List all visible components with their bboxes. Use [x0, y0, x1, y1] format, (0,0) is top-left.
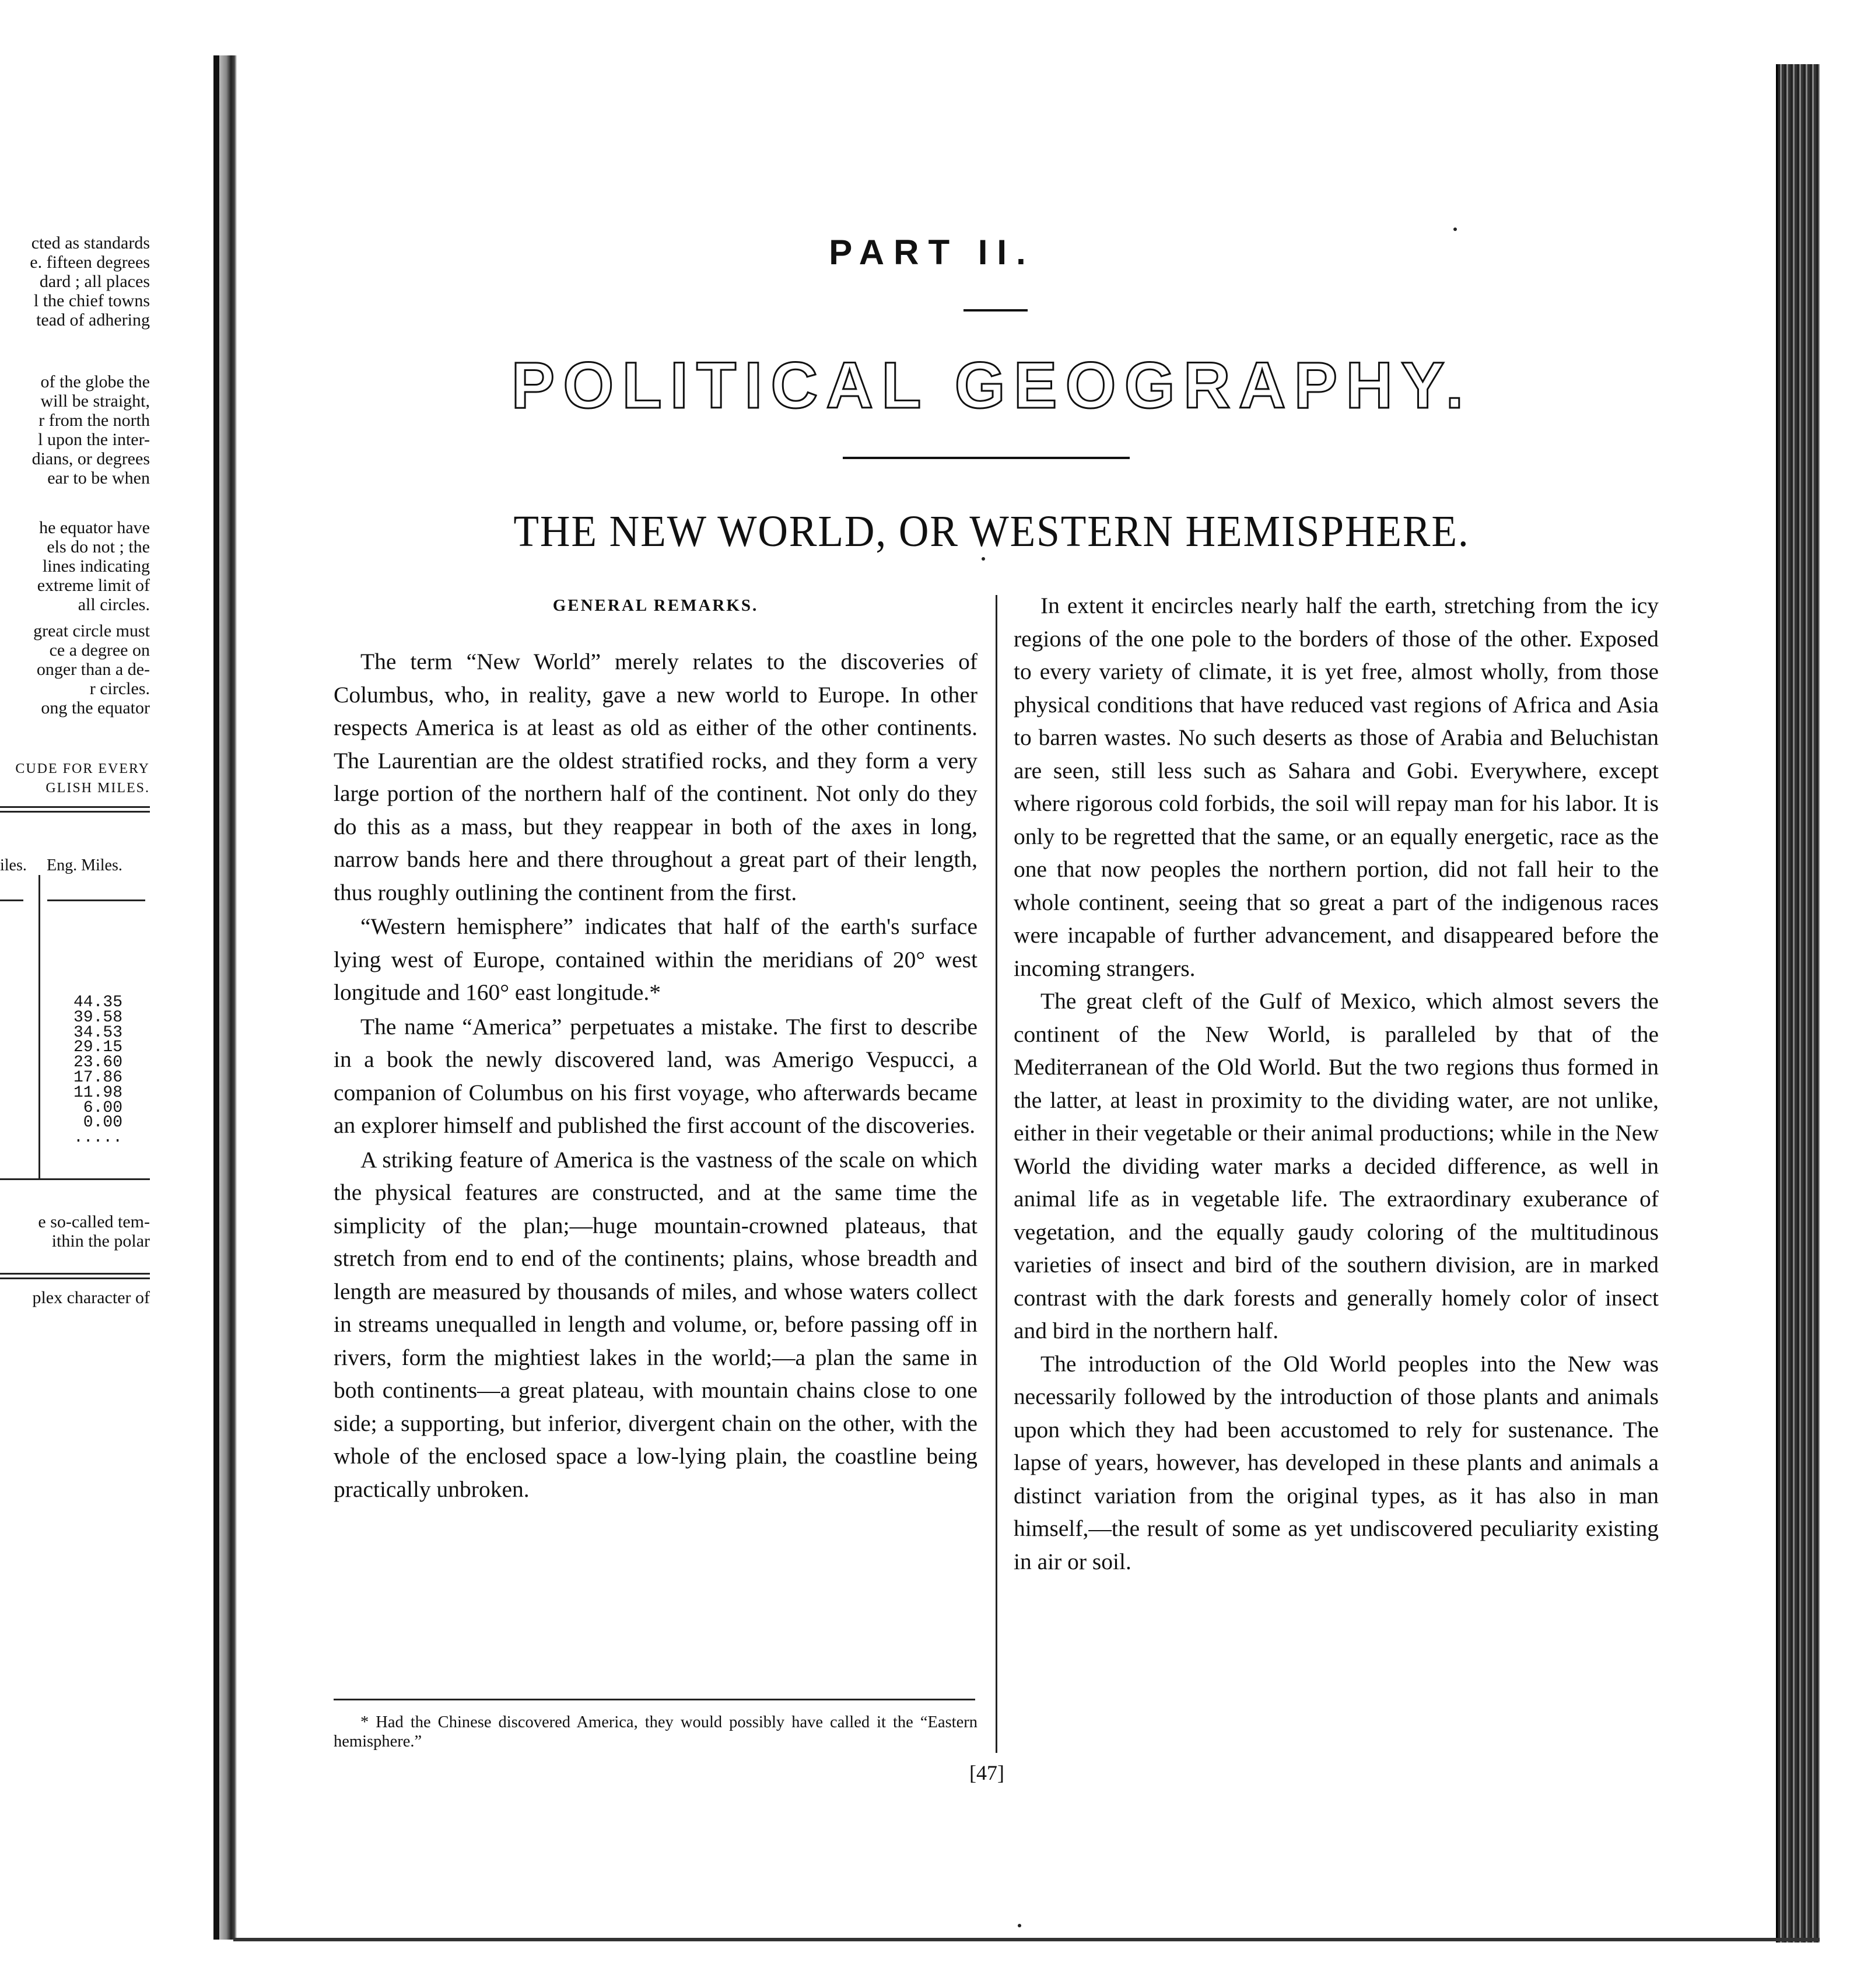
footnote-rule — [334, 1699, 975, 1700]
left-line: of the globe the — [40, 372, 150, 391]
left-table-rule — [47, 900, 145, 901]
page-number: [47] — [969, 1761, 1004, 1784]
left-caps-line: CUDE FOR EVERY — [15, 761, 150, 776]
left-table-value: 0.00 — [83, 1114, 122, 1132]
right-column-text — [1014, 589, 1659, 1578]
title-divider — [843, 457, 1130, 459]
left-table-rule — [0, 900, 23, 901]
left-table-rule — [0, 811, 150, 813]
left-table-value: 34.53 — [73, 1023, 122, 1042]
left-table-values — [58, 995, 122, 1146]
paragraph: In extent it encircles nearly half the earth, stretching from the icy regions of the one pole to the borders of those of the other. Exposed to every variety of climate, it is yet free, almost wholly, from those physical conditions that have reduced vast regions of Africa and Asia to barren wastes. No such deserts as those of Arabia and Beluchistan are seen, still less such as Sahara and Gobi. Everywhere, except where rigorous cold forbids, the soil will repay man for his labor. It is only to be regretted that the same, or an equally energetic, race as the one that now peoples the northern portion, did not fall heir to the whole continent, seeing that so great a part of the indigenous races were incapable of further advancement, and disappeared before the incoming strangers. — [1014, 593, 1659, 981]
print-speck — [1453, 228, 1457, 231]
left-column-text — [334, 645, 977, 1506]
left-line: e so-called tem- — [38, 1212, 150, 1231]
column-divider — [996, 595, 997, 1753]
left-line: els do not ; the — [47, 537, 150, 556]
short-divider — [963, 309, 1028, 312]
paragraph: The term “New World” merely relates to the discoveries of Columbus, who, in reality, gave a new world to Europe. In other respects America is at least as old as either of the other continents. The Laurentian are the oldest stratified rocks, and they form a very large portion of the northern half of the continent. Not only do they do this as a mass, but they reappear in both of the axes in long, narrow bands here and there throughout a great part of their length, thus roughly outlining the continent from the first. — [334, 649, 977, 905]
left-table-divider — [38, 875, 40, 1178]
left-table-value: 29.15 — [73, 1038, 122, 1057]
book-page-edges — [1778, 64, 1820, 1943]
left-line: onger than a de- — [36, 660, 150, 679]
left-table-value: 11.98 — [73, 1083, 122, 1102]
page-title: POLITICAL GEOGRAPHY. — [511, 349, 1472, 422]
book-gutter — [213, 55, 237, 1940]
left-table-value: ..... — [73, 1129, 122, 1147]
left-table-head: Eng. Miles. — [47, 856, 122, 874]
paragraph: The great cleft of the Gulf of Mexico, which almost severs the continent of the New World, is paralleled by that of the Mediterranean of the Old World. But the two regions thus formed in the latter, at least in proximity to the dividing water, are not unlike, either in their vegetable or their animal productions; while in the New World the dividing water marks a decided difference, as well in animal life as in vegetable life. The extraordinary exuberance of vegetation, and the equally gaudy coloring of the multitudinous varieties of insect and bird of the southern division, are in marked contrast with the dark forests and generally homely color of insect and bird in the northern half. — [1014, 988, 1659, 1343]
left-line: ce a degree on — [49, 640, 150, 660]
left-table-value: 44.35 — [73, 993, 122, 1012]
left-caps-heading — [15, 760, 150, 798]
left-text-block-6 — [32, 1288, 150, 1307]
paragraph: The name “America” perpetuates a mistake. The first to describe in a book the newly discovered land, was Amerigo Vespucci, a companion of Columbus on his first voyage, who afterwards became an explorer himself and published the first account of the discoveries. — [334, 1013, 977, 1138]
left-table-value: 6.00 — [83, 1098, 122, 1117]
paragraph: “Western hemisphere” indicates that half of the earth's surface lying west of Europe, contained within the meridians of 20° west longitude and 160° east longitude.* — [334, 914, 977, 1005]
paragraph: The introduction of the Old World peoples into the New was necessarily followed by the introduction of those plants and animals upon which they had been accustomed to rely for sustenance. The lapse of years, however, has developed in these plants and animals a distinct variation from the original types, as it has also in man himself,—the result of some as yet undiscovered peculiarity existing in air or soil. — [1014, 1350, 1659, 1574]
print-speck — [982, 557, 985, 561]
footnote: * Had the Chinese discovered America, they would possibly have called it the “Eastern hemisphere.” — [334, 1713, 977, 1751]
left-table-value: 39.58 — [73, 1008, 122, 1027]
left-line: l upon the inter- — [38, 430, 150, 449]
left-line: great circle must — [33, 621, 150, 640]
left-rule — [0, 1278, 150, 1279]
left-line: dard ; all places — [39, 272, 150, 291]
left-table-rule — [0, 1178, 150, 1180]
left-line: r circles. — [89, 679, 150, 698]
left-page-fragment — [0, 52, 219, 1948]
left-line: cted as standards — [31, 233, 150, 253]
left-table-rule — [0, 806, 150, 808]
left-rule — [0, 1273, 150, 1275]
left-line: plex character of — [32, 1288, 150, 1307]
left-line: r from the north — [38, 411, 150, 430]
paragraph: A striking feature of America is the vastness of the scale on which the physical features are constructed, and at the same time the simplicity of the plan;—huge mountain-crowned plateaus, that stretch from end to end of the continents; plains, whose breadth and length are measured by thousands of miles, and whose waters collect in streams unequalled in length and volume, or, before passing off in rivers, form the mightiest lakes in the world;—a plan the same in both continents—a great plateau, with mountain chains close to one side; a supporting, but inferior, divergent chain on the other, with the whole of the enclosed space a low-lying plain, the coastline being practically unbroken. — [334, 1146, 977, 1502]
left-text-block-2 — [32, 372, 150, 488]
column-heading: GENERAL REMARKS. — [552, 596, 759, 615]
left-line: dians, or degrees — [31, 449, 150, 468]
left-line: all circles. — [78, 595, 150, 614]
left-line: he equator have — [39, 518, 150, 537]
left-table-value: 17.86 — [73, 1068, 122, 1087]
left-table-value: 23.60 — [73, 1054, 122, 1072]
left-table-head: iles. — [0, 856, 27, 874]
left-caps-line: GLISH MILES. — [45, 780, 150, 796]
left-text-block-5 — [38, 1212, 150, 1251]
page-bottom-edge — [233, 1938, 1820, 1941]
left-line: extreme limit of — [37, 576, 150, 595]
left-line: tead of adhering — [36, 310, 150, 330]
left-line: ear to be when — [47, 468, 150, 488]
left-text-block-4 — [33, 621, 150, 718]
print-speck — [1018, 1924, 1021, 1927]
left-line: e. fifteen degrees — [30, 253, 150, 272]
left-line: ithin the polar — [51, 1231, 150, 1251]
left-line: l the chief towns — [33, 291, 150, 310]
left-line: lines indicating — [42, 556, 150, 576]
left-line: will be straight, — [40, 391, 150, 411]
section-title: THE NEW WORLD, OR WESTERN HEMISPHERE. — [513, 507, 1470, 556]
left-line: ong the equator — [41, 698, 150, 718]
part-heading: PART II. — [829, 233, 1035, 272]
